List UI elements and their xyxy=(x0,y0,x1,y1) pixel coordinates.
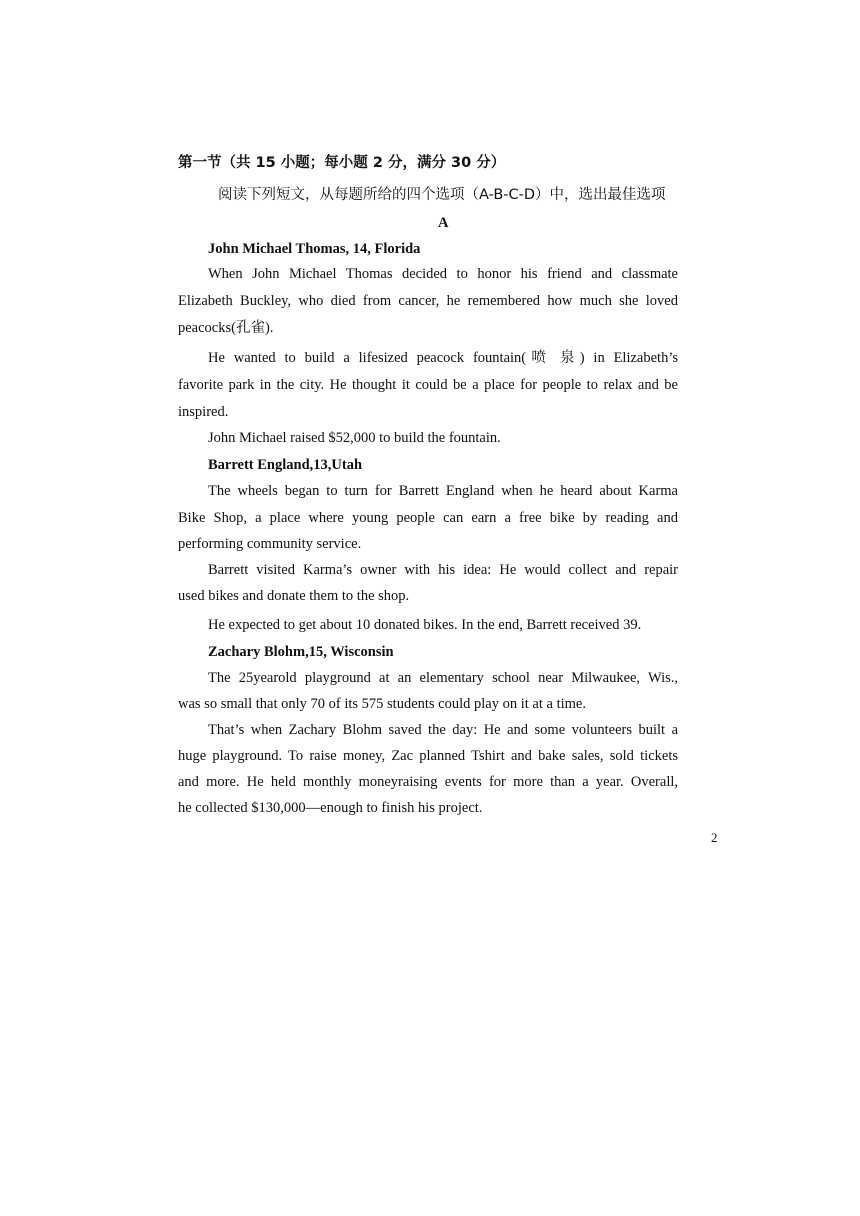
story1-paragraph2-line3: inspired. xyxy=(178,404,229,420)
page-number: 2 xyxy=(711,830,718,845)
story2-paragraph1-line3: performing community service. xyxy=(178,536,362,552)
section-instruction: 阅读下列短文，从每题所给的四个选项（A-B-C-D）中，选出最佳选项 xyxy=(218,187,666,203)
story3-paragraph1-line1: The 25yearold playground at an elementary school near Milwaukee, Wis., xyxy=(208,670,678,686)
story3-heading: Zachary Blohm,15, Wisconsin xyxy=(208,644,394,660)
passage-label: A xyxy=(438,215,449,231)
section-title: 第一节（共 15 小题；每小题 2 分，满分 30 分） xyxy=(178,155,506,171)
story3-paragraph2-line1: That’s when Zachary Blohm saved the day: He and some volunteers built a xyxy=(208,722,678,738)
story3-paragraph2-line4: he collected $130,000—enough to finish his project. xyxy=(178,800,483,816)
story1-paragraph2-line2: favorite park in the city. He thought it could be a place for people to relax and be xyxy=(178,377,678,393)
story1-paragraph1-line3: peacocks(孔雀). xyxy=(178,320,274,336)
story3-paragraph2-line3: and more. He held monthly moneyraising events for more than a year. Overall, xyxy=(178,774,678,790)
story2-paragraph2-line1: Barrett visited Karma’s owner with his idea: He would collect and repair xyxy=(208,562,678,578)
story2-paragraph2-line2: used bikes and donate them to the shop. xyxy=(178,588,410,604)
story1-paragraph3-line1: John Michael raised $52,000 to build the fountain. xyxy=(208,430,501,446)
story3-paragraph1-line2: was so small that only 70 of its 575 students could play on it at a time. xyxy=(178,696,586,712)
story2-paragraph1-line1: The wheels began to turn for Barrett England when he heard about Karma xyxy=(208,483,678,499)
story3-paragraph2-line2: huge playground. To raise money, Zac planned Tshirt and bake sales, sold tickets xyxy=(178,748,678,764)
story2-heading: Barrett England,13,Utah xyxy=(208,457,363,473)
story1-paragraph1-line2: Elizabeth Buckley, who died from cancer, he remembered how much she loved xyxy=(178,293,678,309)
story2-paragraph1-line2: Bike Shop, a place where young people can earn a free bike by reading and xyxy=(178,510,678,526)
story1-paragraph2-line1: He wanted to build a lifesized peacock fountain(喷 泉) in Elizabeth’s xyxy=(208,350,678,366)
story1-heading: John Michael Thomas, 14, Florida xyxy=(208,241,421,257)
story1-paragraph1-line1: When John Michael Thomas decided to honor his friend and classmate xyxy=(208,266,678,282)
story2-paragraph3-line1: He expected to get about 10 donated bikes. In the end, Barrett received 39. xyxy=(208,617,642,633)
